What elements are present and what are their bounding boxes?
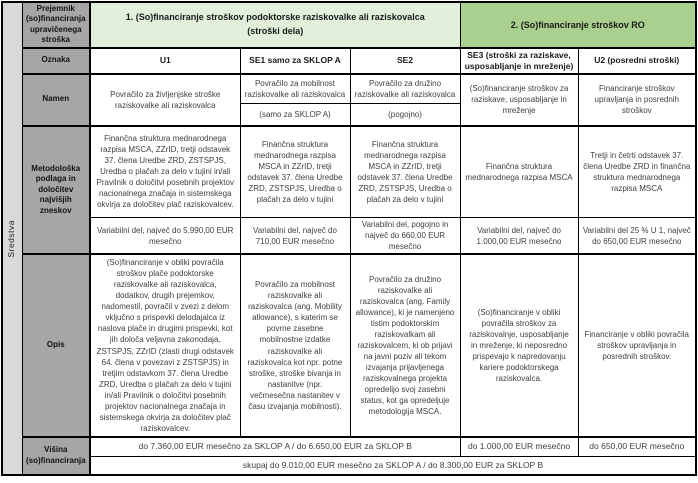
methodology-se3: Finančna struktura mednarodnega razpisa MSCA <box>460 126 578 218</box>
row-label-code: Oznaka <box>22 48 90 74</box>
code-u2: U2 (posredni stroški) <box>578 48 696 74</box>
row-label-methodology: Metodološka podlaga in določitev najvišjih zneskov <box>22 126 90 255</box>
amount-group1: do 7.360,00 EUR mesečno za SKLOP A / do 6.650,00 EUR za SKLOP B <box>90 437 460 457</box>
methodology-u2: Tretji in četrti odstavek 37. člena Uredbe ZRD in finančna struktura mednarodnega razpisa MSCA <box>578 126 696 218</box>
row-label-description: Opis <box>22 254 90 437</box>
row-label-purpose: Namen <box>22 74 90 126</box>
description-se1: Povračilo za mobilnost raziskovalke ali raziskovalca (ang. Mobility allowance), s katerim se povrne zasebne mobilnostne izdatke raziskovalke ali raziskovalca kot npr. potne stroške, stroške bivanja in nastanitve (npr. večmesečna nastanitev v času izvajanja mobilnosti). <box>240 254 350 437</box>
variable-part-u1: Variabilni del, največ do 5.990,00 EUR mesečno <box>90 218 240 255</box>
variable-part-se2: Variabilni del, pogojno in največ do 660,00 EUR mesečno <box>350 218 460 255</box>
code-se3: SE3 (stroški za raziskave, usposabljanje in mreženje) <box>460 48 578 74</box>
side-column-sredstva <box>2 2 22 475</box>
purpose-note-se1: (samo za SKLOP A) <box>240 104 350 126</box>
side-label: Sredstva <box>6 219 17 258</box>
purpose-note-se2: (pogojno) <box>350 104 460 126</box>
methodology-se2: Finančna struktura mednarodnega razpisa MSCA in ZZrID, tretji odstavek 37. člena Uredbe ZRD, ZSTSPJS, Uredba o plačah za delo v tujini <box>350 126 460 218</box>
code-se1: SE1 samo za SKLOP A <box>240 48 350 74</box>
row-label-amount: Višina (so)financiranja <box>22 437 90 475</box>
description-se3: (So)financiranje v obliki povračila stroškov za raziskovalnje, usposabljanje in mreženje, ki neposredno prispevajo k napredovanju kariere podoktorskega raziskovalca. <box>460 254 578 437</box>
methodology-u1: Finančna struktura mednarodnega razpisa MSCA, ZZrID, tretji odstavek 37. člena Uredbe ZRD, ZSTSPJS, Uredba o plačah za delo v tujini in/ali Pravilnik o določitvi posebnih projektov nacionalnega značaja in sistemskega okvirja za določitev plač raziskovalcev. <box>90 126 240 218</box>
methodology-se1: Finančna struktura mednarodnega razpisa MSCA in ZZrID, tretji odstavek 37. člena Uredbe ZRD, ZSTSPJS, Uredba o plačah za delo v tujini <box>240 126 350 218</box>
purpose-se2: Povračilo za družino raziskovalke ali raziskovalca <box>350 74 460 104</box>
description-u2: Financiranje v obliki povračila stroškov upravljanja in posrednih stroškov. <box>578 254 696 437</box>
group1-header: 1. (So)financiranje stroškov podoktorske raziskovalke ali raziskovalca (stroški dela) <box>90 2 460 48</box>
variable-part-u2: Variabilni del 25 % U 1, največ do 650,00 EUR mesečno <box>578 218 696 255</box>
purpose-se3: (So)financiranje stroškov za raziskave, usposabljanje in mreženje <box>460 74 578 126</box>
amount-u2: do 650,00 EUR mesečno <box>578 437 696 457</box>
variable-part-se1: Variabilni del, največ do 710,00 EUR mesečno <box>240 218 350 255</box>
amount-total: skupaj do 9.010,00 EUR mesečno za SKLOP A / do 8.300,00 EUR za SKLOP B <box>90 457 696 475</box>
financing-table <box>1 1 697 476</box>
purpose-se1: Povračilo za mobilnost raziskovalke ali raziskovalca <box>240 74 350 104</box>
group2-header: 2. (So)financiranje stroškov RO <box>460 2 696 48</box>
code-se2: SE2 <box>350 48 460 74</box>
variable-part-se3: Variabilni del, največ do 1.000,00 EUR mesečno <box>460 218 578 255</box>
description-se2: Povračilo za družino raziskovalke ali raziskovalca (ang. Family allowance), ki je namenjeno tistim podoktorskim raziskovalkam ali raziskovalcem, ki ob prijavi na javni poziv ali tekom izvajanja prijavljenega raziskovalnega projekta opredelijo svoj zasebni status, kot ga opredeljuje metodologija MSCA. <box>350 254 460 437</box>
amount-se3: do 1.000,00 EUR mesečno <box>460 437 578 457</box>
code-u1: U1 <box>90 48 240 74</box>
purpose-u2: Financiranje stroškov upravljanja in posrednih stroškov <box>578 74 696 126</box>
purpose-u1: Povračilo za življenjske stroške raziskovalke ali raziskovalca <box>90 74 240 126</box>
description-u1: (So)financiranje v obliki povračila stroškov plače podoktorske raziskovalke ali raziskovalca, dodatkov, drugih prejemkov, nadomestil, povračil v zvezi z delom vključno s prispevki delodajalca iz naslova plače in drugimi prispevki, kot jih določa veljavna zakonodaja, ZSTSPJS, ZZrID (zlasti drugi odstavek 64. člena v povezavi z ZSTSPJS) in tretjim odstavkom 37. člena Uredbe ZRD, Uredba o plačah za delo v tujini in/ali Pravilnik o določitvi posebnih projektov nacionalnega značaja in sistemskega okvirja za določitev plač raziskovalcev. <box>90 254 240 437</box>
row-label-recipient: Prejemnik (so)financiranja upravičenega stroška <box>22 2 90 48</box>
